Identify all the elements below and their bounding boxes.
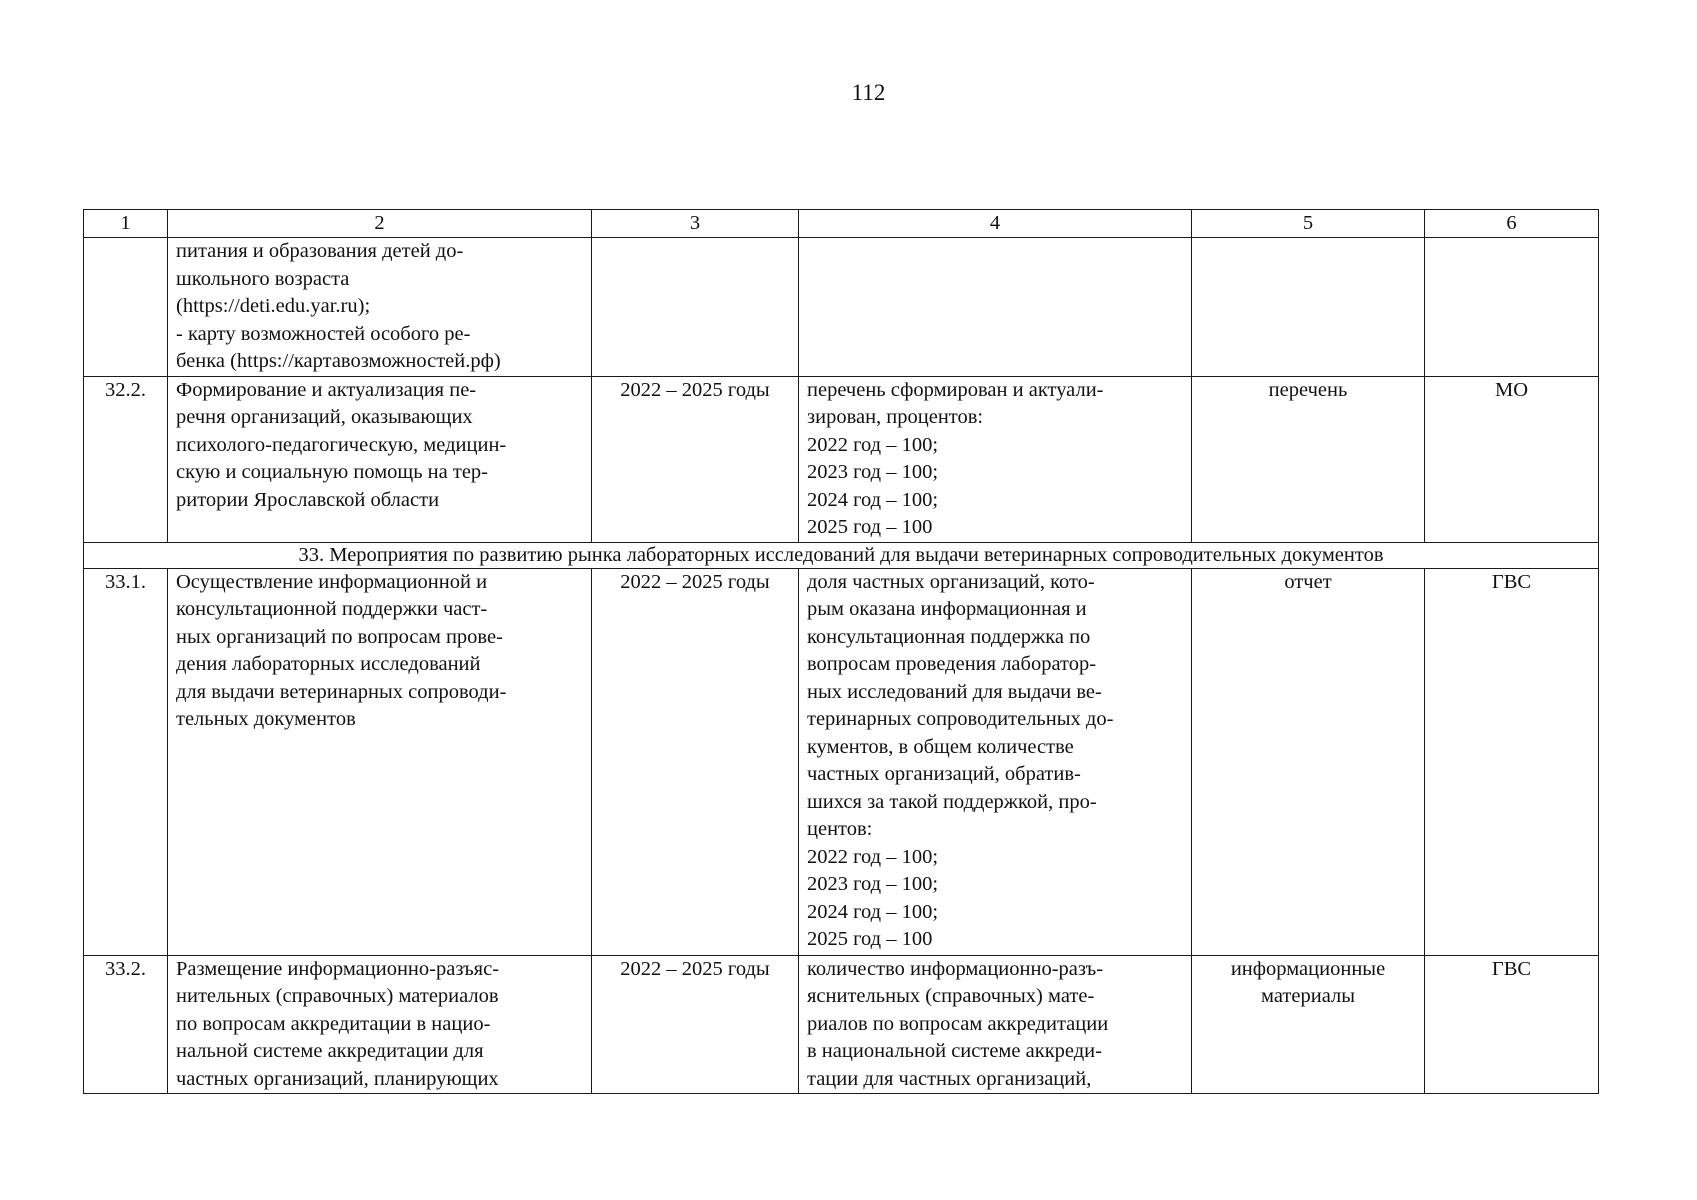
measure-cell: Осуществление информационной и консультационной поддержки част- ных организаций по вопросам прове- дения лабораторных исследований для выдачи ветеринарных сопроводи- тельных документов (168, 568, 592, 955)
document-cell: перечень (1192, 376, 1425, 542)
period-cell: 2022 – 2025 годы (592, 568, 799, 955)
row-number: 33.1. (84, 568, 168, 955)
measures-table (83, 209, 1599, 1094)
indicator-cell (799, 238, 1192, 377)
executor-cell: ГВС (1425, 568, 1599, 955)
page-number: 112 (851, 80, 886, 105)
period-cell: 2022 – 2025 годы (592, 376, 799, 542)
indicator-cell: перечень сформирован и актуали- зирован, процентов: 2022 год – 100; 2023 год – 100; 2024 год – 100; 2025 год – 100 (799, 376, 1192, 542)
table-row (84, 568, 1599, 955)
measure-cell: питания и образования детей до- школьного возраста (https://deti.edu.yar.ru); - карту возможностей особого ре- бенка (https://картавозможностей.рф) (168, 238, 592, 377)
period-cell (592, 238, 799, 377)
measure-cell: Размещение информационно-разъяс- нительных (справочных) материалов по вопросам аккредитации в нацио- нальной системе аккредитации для частных организаций, планирующих (168, 955, 592, 1094)
column-header: 5 (1192, 210, 1425, 238)
section-heading: 33. Мероприятия по развитию рынка лабораторных исследований для выдачи ветеринарных сопроводительных документов (84, 542, 1599, 568)
indicator-cell: количество информационно-разъ- яснительных (справочных) мате- риалов по вопросам аккредитации в национальной системе аккреди- тации для частных организаций, (799, 955, 1192, 1094)
table-row (84, 376, 1599, 542)
row-number: 32.2. (84, 376, 168, 542)
document-cell (1192, 238, 1425, 377)
measure-cell: Формирование и актуализация пе- речня организаций, оказывающих психолого-педагогическую, медицин- скую и социальную помощь на тер- ритории Ярославской области (168, 376, 592, 542)
period-cell: 2022 – 2025 годы (592, 955, 799, 1094)
column-header: 6 (1425, 210, 1599, 238)
column-header: 4 (799, 210, 1192, 238)
column-header: 1 (84, 210, 168, 238)
column-numbers-row (84, 210, 1599, 238)
executor-cell: ГВС (1425, 955, 1599, 1094)
executor-cell (1425, 238, 1599, 377)
table-row (84, 238, 1599, 377)
row-number (84, 238, 168, 377)
row-number: 33.2. (84, 955, 168, 1094)
document-cell: информационные материалы (1192, 955, 1425, 1094)
column-header: 2 (168, 210, 592, 238)
indicator-cell: доля частных организаций, кото- рым оказана информационная и консультационная поддержка по вопросам проведения лаборатор- ных исследований для выдачи ве- теринарных сопроводительных до- кументов, в общем количестве частных организаций, обратив- шихся за такой поддержкой, про- центов: 2022 год – 100; 2023 год – 100; 2024 год – 100; 2025 год – 100 (799, 568, 1192, 955)
table-row (84, 955, 1599, 1094)
section-row (84, 542, 1599, 568)
document-cell: отчет (1192, 568, 1425, 955)
executor-cell: МО (1425, 376, 1599, 542)
column-header: 3 (592, 210, 799, 238)
